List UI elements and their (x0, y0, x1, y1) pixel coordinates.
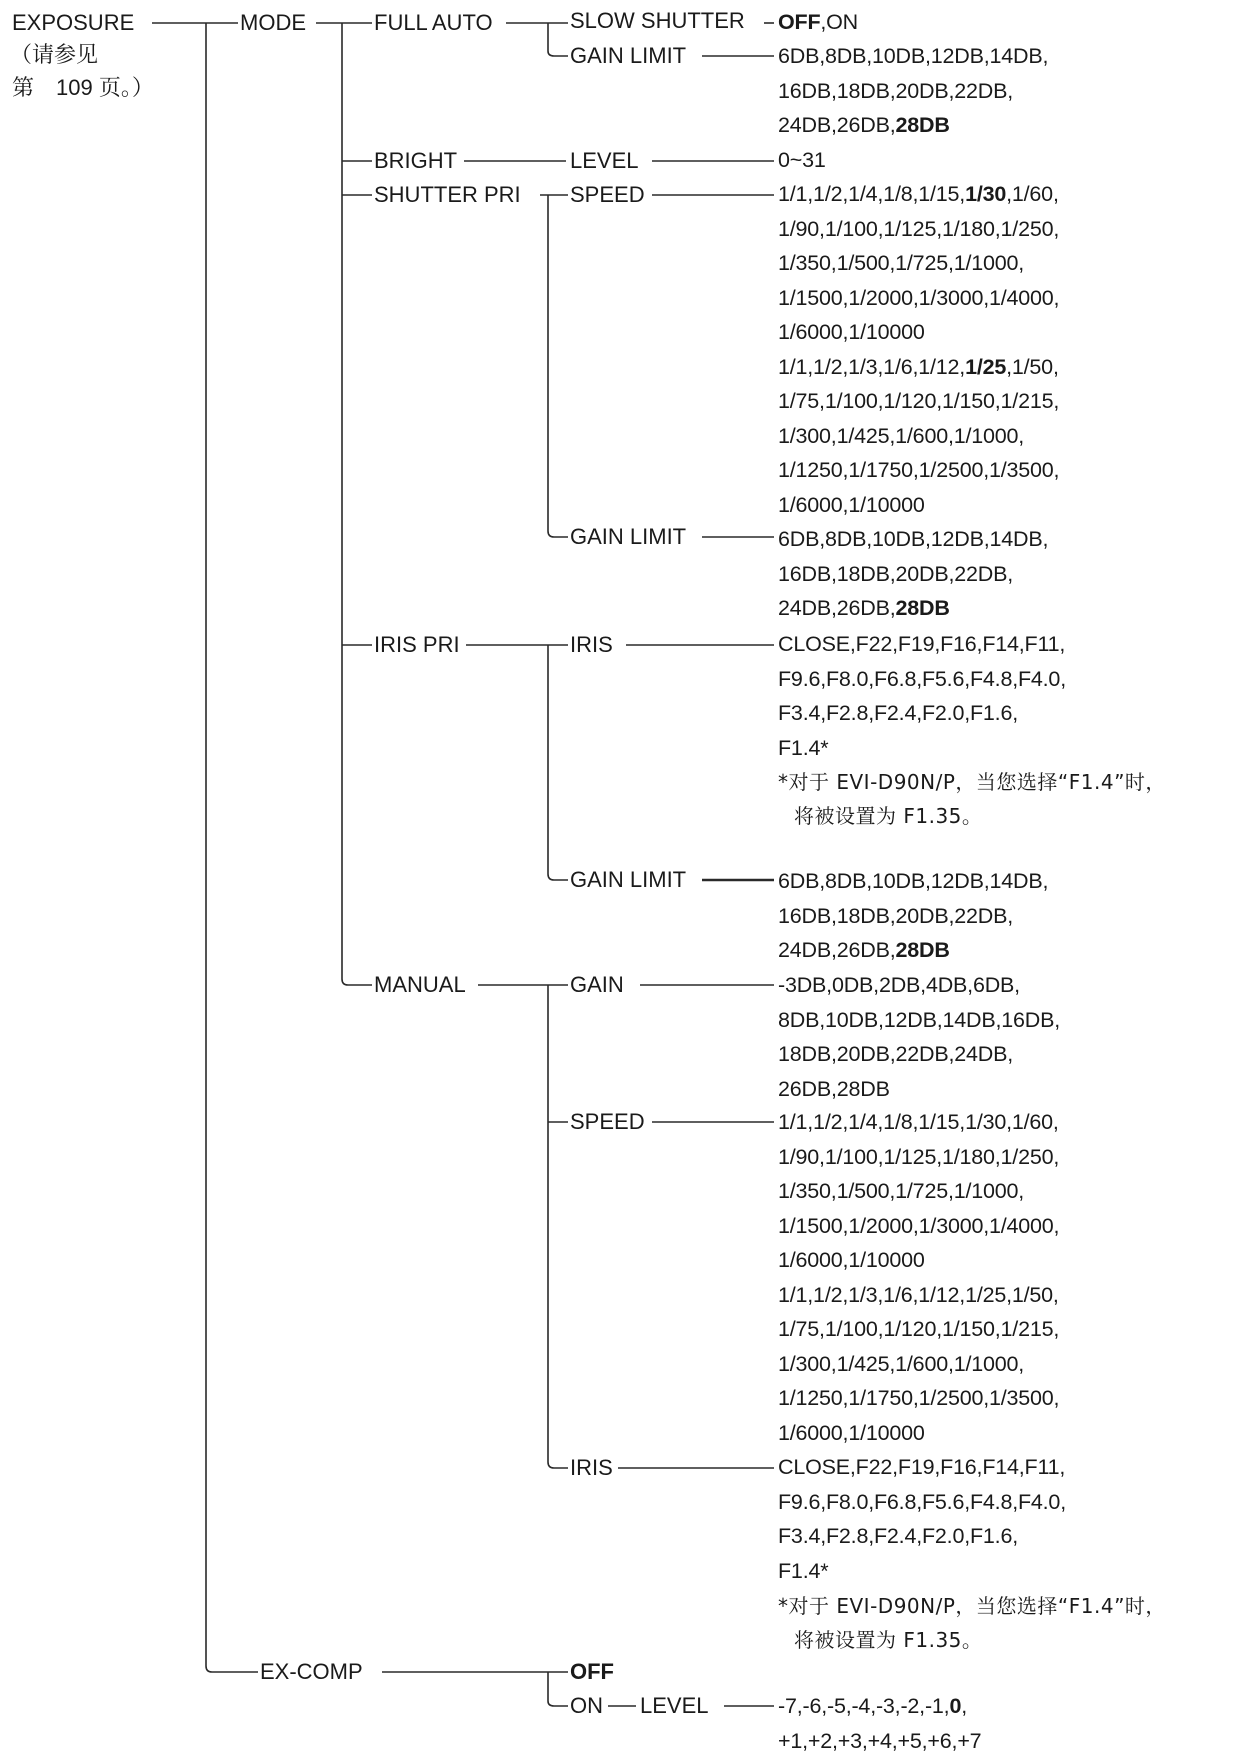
value-line: 1/1250,1/1750,1/2500,1/3500, (778, 458, 1060, 482)
value-line: 6DB,8DB,10DB,12DB,14DB, (778, 527, 1049, 551)
value-line: CLOSE,F22,F19,F16,F14,F11, (778, 1455, 1066, 1479)
value-line: 1/6000,1/10000 (778, 1248, 925, 1272)
exposure-page-ref-line2: 第 109 页。） (12, 75, 154, 100)
exposure-page-ref-line1: （请参见 (10, 42, 99, 67)
connector-mode-trunk (342, 23, 372, 985)
value-line: 1/300,1/425,1/600,1/1000, (778, 1351, 1025, 1376)
values-bright-level (778, 143, 826, 178)
value-line: 1/1,1/2,1/4,1/8,1/15,1/30,1/60, (778, 182, 1059, 206)
value-line: 1/1,1/2,1/3,1/6,1/12,1/25,1/50, (778, 1282, 1059, 1307)
note-iris-pri-line1: *对于 EVI-D90N/P，当您选择“F1.4”时， (778, 770, 1166, 794)
value-line: 1/1,1/2,1/4,1/8,1/15,1/30,1/60, (778, 1110, 1059, 1134)
param-shutter-pri-speed: SPEED (570, 182, 645, 207)
node-ex-comp: EX-COMP (260, 1659, 363, 1684)
ex-comp-off: OFF (570, 1659, 614, 1684)
value-line: 6DB,8DB,10DB,12DB,14DB, (778, 44, 1049, 68)
value-line: -3DB,0DB,2DB,4DB,6DB, (778, 973, 1020, 997)
value-line: 1/75,1/100,1/120,1/150,1/215, (778, 1317, 1060, 1341)
node-bright: BRIGHT (374, 148, 458, 173)
param-slow-shutter: SLOW SHUTTER (570, 8, 745, 33)
values-iris-pri-gain-limit (778, 864, 1048, 968)
value-line: 1/90,1/100,1/125,1/180,1/250, (778, 216, 1060, 241)
value-line: F1.4* (778, 1558, 829, 1583)
value-line: 1/1250,1/1750,1/2500,1/3500, (778, 1386, 1060, 1410)
values-manual-speed (778, 1105, 1059, 1450)
param-manual-gain: GAIN (570, 972, 624, 997)
value-line: F3.4,F2.8,F2.4,F2.0,F1.6, (778, 1524, 1018, 1548)
values-iris-pri-iris (778, 627, 1066, 765)
value-line: 1/350,1/500,1/725,1/1000, (778, 251, 1025, 275)
value-line: 1/350,1/500,1/725,1/1000, (778, 1179, 1025, 1203)
value-line: 1/1500,1/2000,1/3000,1/4000, (778, 1213, 1060, 1238)
connector-exposure-excomp (206, 23, 258, 1672)
value-line: 1/90,1/100,1/125,1/180,1/250, (778, 1144, 1060, 1169)
value-line: -7,-6,-5,-4,-3,-2,-1,0, (778, 1694, 967, 1718)
values-slow-shutter (778, 5, 858, 40)
value-line: 16DB,18DB,20DB,22DB, (778, 78, 1014, 103)
note-iris-pri-line2: 将被设置为 F1.35。 (794, 804, 983, 828)
node-iris-pri: IRIS PRI (374, 632, 460, 657)
connector-shutterpri-gainlimit (548, 195, 568, 537)
value-line: F9.6,F8.0,F6.8,F5.6,F4.8,F4.0, (778, 1489, 1066, 1514)
param-ex-comp-level: LEVEL (640, 1693, 709, 1718)
value-line: OFF,ON (778, 10, 859, 34)
param-full-auto-gain-limit: GAIN LIMIT (570, 43, 687, 68)
value-line: F1.4* (778, 735, 829, 760)
value-line: 6DB,8DB,10DB,12DB,14DB, (778, 869, 1049, 893)
param-manual-speed: SPEED (570, 1109, 645, 1134)
value-line: 16DB,18DB,20DB,22DB, (778, 903, 1014, 928)
value-line: 0~31 (778, 148, 826, 172)
node-shutter-pri: SHUTTER PRI (374, 182, 521, 207)
note-manual-line1: *对于 EVI-D90N/P，当您选择“F1.4”时， (778, 1594, 1166, 1618)
values-shutter-pri-speed (778, 177, 1059, 522)
value-line: CLOSE,F22,F19,F16,F14,F11, (778, 632, 1066, 656)
value-line: F9.6,F8.0,F6.8,F5.6,F4.8,F4.0, (778, 666, 1066, 691)
param-shutter-pri-gain-limit: GAIN LIMIT (570, 524, 687, 549)
param-bright-level: LEVEL (570, 148, 639, 173)
node-exposure: EXPOSURE (12, 10, 135, 35)
values-manual-iris (778, 1450, 1066, 1588)
value-line: F3.4,F2.8,F2.4,F2.0,F1.6, (778, 701, 1018, 725)
value-line: 1/75,1/100,1/120,1/150,1/215, (778, 389, 1060, 413)
value-line: 1/6000,1/10000 (778, 1420, 925, 1445)
connector-fullauto-gainlimit (548, 23, 568, 56)
value-line: +1,+2,+3,+4,+5,+6,+7 (778, 1728, 982, 1753)
value-line: 1/6000,1/10000 (778, 320, 925, 344)
value-line: 16DB,18DB,20DB,22DB, (778, 561, 1014, 586)
values-shutter-pri-gain-limit (778, 522, 1048, 626)
node-manual: MANUAL (374, 972, 466, 997)
value-line: 26DB,28DB (778, 1076, 890, 1101)
value-line: 24DB,26DB,28DB (778, 113, 950, 137)
value-line: 8DB,10DB,12DB,14DB,16DB, (778, 1007, 1061, 1032)
param-manual-iris: IRIS (570, 1455, 613, 1480)
connector-manual-iris (548, 985, 568, 1468)
ex-comp-on: ON (570, 1693, 603, 1718)
value-line: 1/1,1/2,1/3,1/6,1/12,1/25,1/50, (778, 354, 1059, 379)
value-line: 18DB,20DB,22DB,24DB, (778, 1042, 1014, 1066)
values-full-auto-gain-limit (778, 39, 1048, 143)
connector-irispri-gainlimit (548, 645, 568, 880)
value-line: 1/300,1/425,1/600,1/1000, (778, 423, 1025, 448)
param-iris-pri-iris: IRIS (570, 632, 613, 657)
node-mode: MODE (240, 10, 306, 35)
value-line: 24DB,26DB,28DB (778, 938, 950, 962)
value-line: 1/6000,1/10000 (778, 492, 925, 517)
value-line: 24DB,26DB,28DB (778, 596, 950, 620)
value-line: 1/1500,1/2000,1/3000,1/4000, (778, 285, 1060, 310)
note-manual-line2: 将被设置为 F1.35。 (794, 1628, 983, 1652)
values-ex-comp-level (778, 1689, 981, 1758)
values-manual-gain (778, 968, 1060, 1106)
node-full-auto: FULL AUTO (374, 10, 493, 35)
param-iris-pri-gain-limit: GAIN LIMIT (570, 867, 687, 892)
connector-excomp-on (548, 1672, 568, 1706)
